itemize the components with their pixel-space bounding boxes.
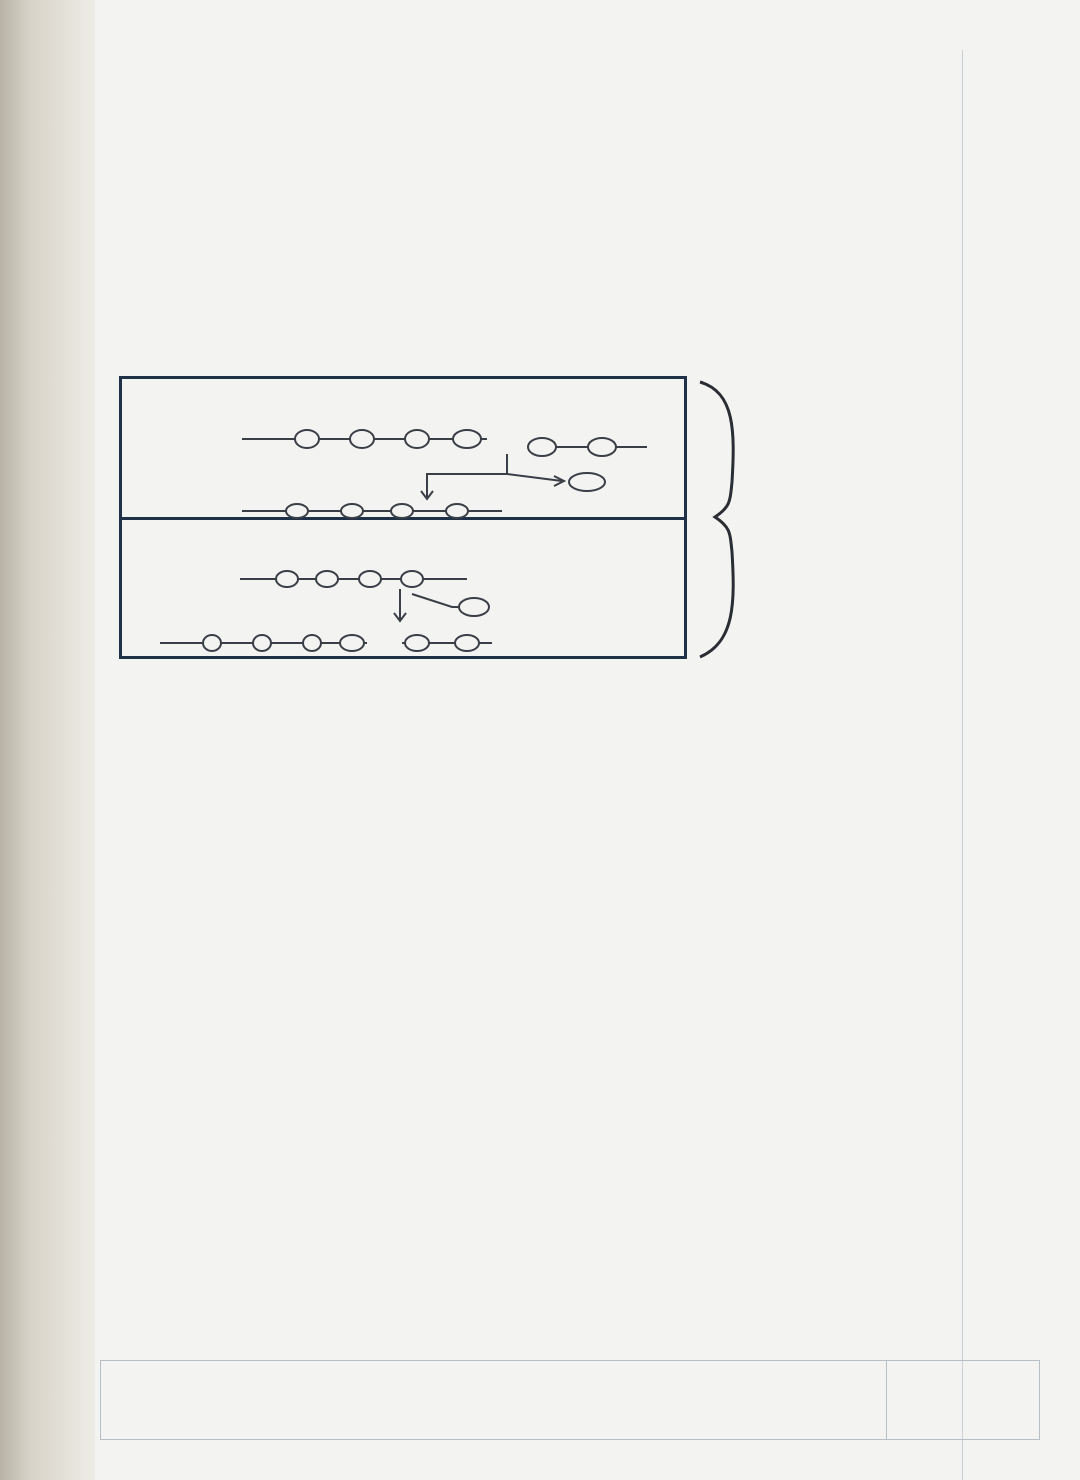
monomer-bead: [453, 430, 481, 448]
monomer-bead: [316, 571, 338, 587]
monomer-bead: [405, 635, 429, 651]
monomer-bead: [588, 438, 616, 456]
monomer-bead: [446, 504, 468, 518]
monomer-bead: [276, 571, 298, 587]
spiral-binding: [0, 0, 95, 1480]
curly-brace: [690, 372, 760, 662]
arrow-line: [427, 454, 507, 497]
monomer-bead: [391, 504, 413, 518]
monomer-bead: [303, 635, 321, 651]
monomer-bead: [455, 635, 479, 651]
footer-box: [100, 1360, 1040, 1440]
ruled-lines: [100, 0, 1080, 1480]
monomer-bead: [203, 635, 221, 651]
monomer-bead: [350, 430, 374, 448]
monomer-bead: [405, 430, 429, 448]
monomer-bead: [286, 504, 308, 518]
water-bead: [569, 473, 605, 491]
right-margin-line: [962, 50, 963, 1480]
monomer-bead: [341, 504, 363, 518]
footer-cell: [886, 1361, 887, 1439]
monomer-bead: [340, 635, 364, 651]
monomer-bead: [295, 430, 319, 448]
molecule-chains: [122, 379, 684, 656]
monomer-bead: [359, 571, 381, 587]
arrow-line: [507, 474, 562, 481]
monomer-bead: [253, 635, 271, 651]
reaction-diagram: [119, 376, 687, 659]
monomer-bead: [401, 571, 423, 587]
monomer-bead: [528, 438, 556, 456]
water-bead: [459, 598, 489, 616]
